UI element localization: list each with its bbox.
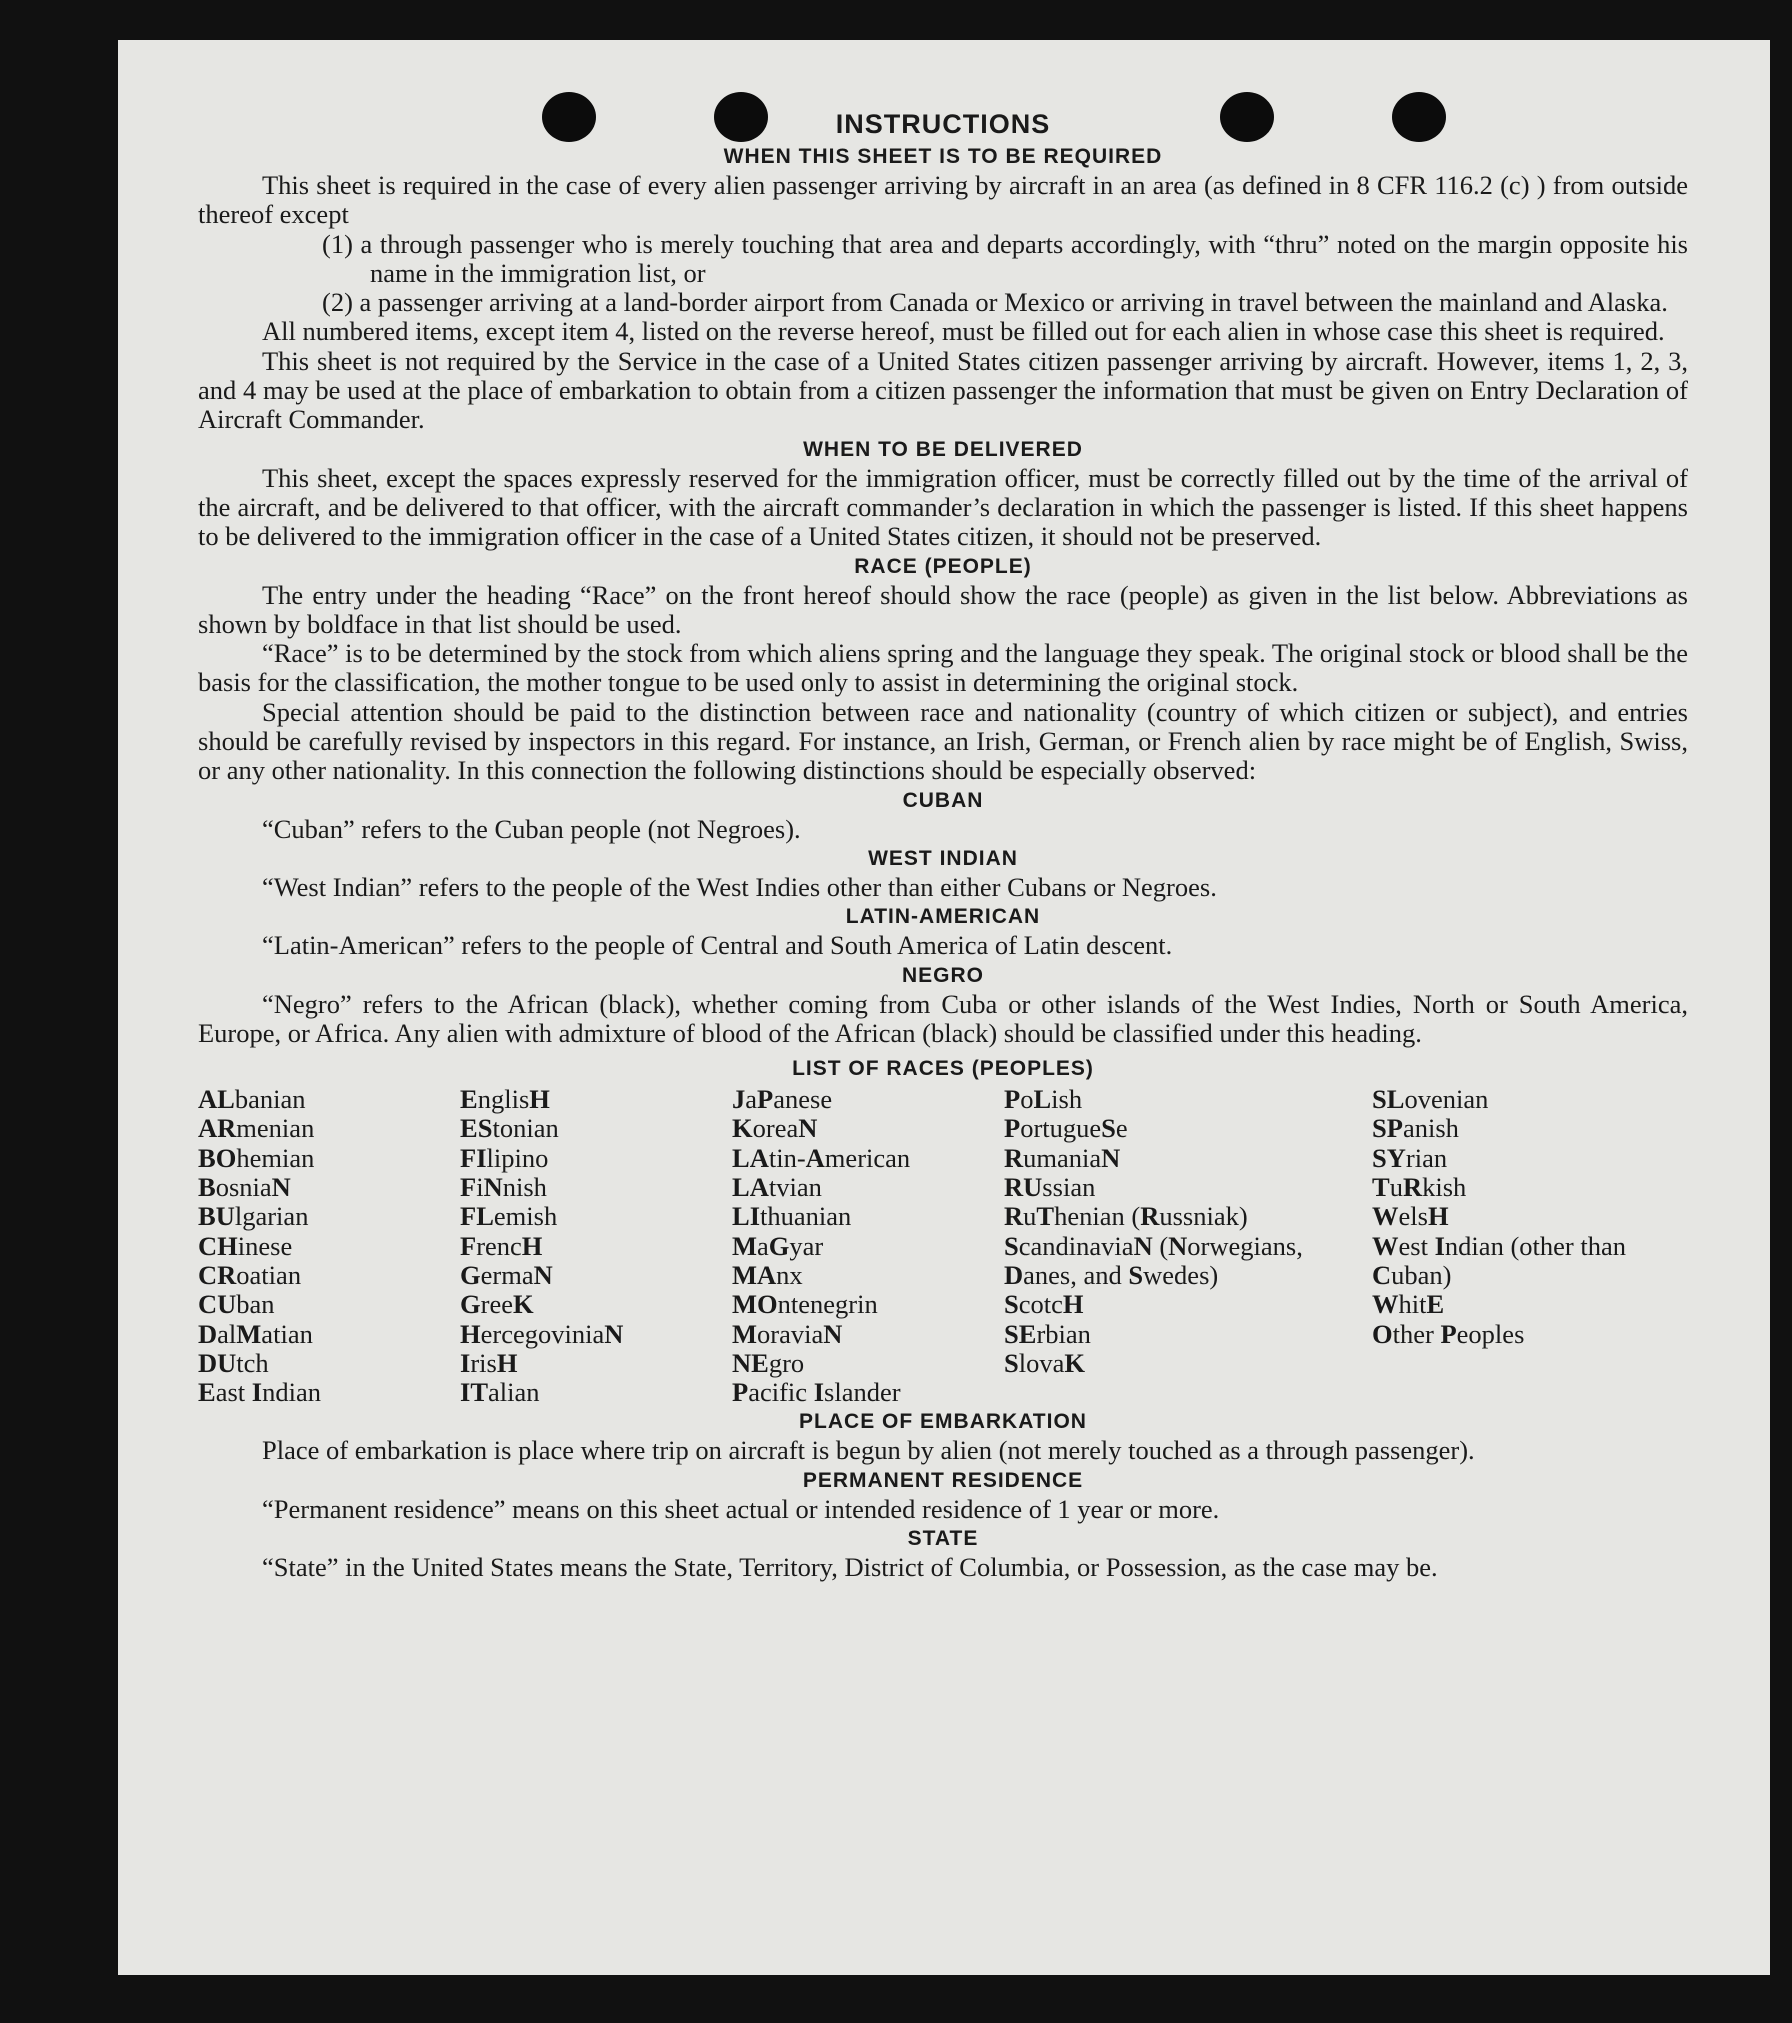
race-entry: BOhemian	[198, 1142, 315, 1173]
race-entry: NEgro	[732, 1347, 805, 1378]
race-entry: SLovenian	[1372, 1084, 1489, 1115]
race-entry: JaPanese	[732, 1084, 833, 1115]
race-entry: SPanish	[1372, 1113, 1459, 1144]
race-entry: GreeK	[460, 1289, 534, 1320]
race-entry: WelsH	[1372, 1201, 1449, 1232]
heading-embarkation: PLACE OF EMBARKATION	[799, 1410, 1087, 1434]
race-entry: CHinese	[198, 1230, 293, 1261]
race-entry: TuRkish	[1372, 1172, 1467, 1203]
heading-list-of-races: LIST OF RACES (PEOPLES)	[792, 1057, 1094, 1081]
race-entry: Pacific Islander	[732, 1377, 901, 1408]
definition: Place of embarkation is place where trip on aircraft is begun by alien (not merely touched as a through passenger).	[262, 1435, 1475, 1466]
page-title: INSTRUCTIONS	[835, 109, 1051, 139]
definition: “Permanent residence” means on this sheet actual or intended residence of 1 year or more.	[262, 1493, 1220, 1524]
definition: “Negro” refers to the African (black), whether coming from Cuba or other islands of the West Indies, North or South America, Europe, or Africa. Any alien with admixture of blood of the African (black) should be classified under this heading.	[198, 988, 1688, 1048]
race-entry: ALbanian	[198, 1084, 306, 1115]
race-entry: LAtin-American	[732, 1142, 911, 1173]
races-column	[1372, 1085, 1672, 1407]
race-entry: CRoatian	[198, 1259, 302, 1290]
races-list	[198, 1085, 1698, 1407]
race-entry: Other Peoples	[1372, 1318, 1525, 1349]
race-entry: LAtvian	[732, 1172, 822, 1203]
race-entry: RUssian	[1004, 1172, 1096, 1203]
race-entry: BosniaN	[198, 1172, 291, 1203]
heading-cuban: CUBAN	[902, 788, 984, 812]
paragraph: All numbered items, except item 4, listed on the reverse hereof, must be filled out for each alien in whose case this sheet is required.	[262, 316, 1665, 347]
paragraph: This sheet is required in the case of every alien passenger arriving by aircraft in an area (as defined in 8 CFR 116.2 (c) ) from outside thereof except	[198, 170, 1688, 230]
paragraph: This sheet, except the spaces expressly reserved for the immigration officer, must be correctly filled out by the time of the arrival of the aircraft, and be delivered to that officer, with the aircraft commander’s declaration in which the passenger is listed. If this sheet happens to be delivered to the immigration officer in the case of a United States citizen, it should not be preserved.	[198, 462, 1688, 552]
exception-item: (1) a through passenger who is merely touching that area and departs accordingly, with “thru” noted on the margin opposite his name in the immigration list, or	[322, 228, 1688, 288]
race-entry: MAnx	[732, 1259, 803, 1290]
races-column	[732, 1085, 1004, 1407]
paragraph: This sheet is not required by the Service in the case of a United States citizen passenger arriving by aircraft. However, items 1, 2, 3, and 4 may be used at the place of embarkation to obtain from a citizen passenger the information that must be given on Entry Declaration of Aircraft Commander.	[198, 345, 1688, 435]
race-entry: ScandinaviaN (Norwegians, Danes, and Swedes)	[1004, 1230, 1303, 1290]
race-entry: MaGyar	[732, 1230, 824, 1261]
race-entry: SErbian	[1004, 1318, 1091, 1349]
races-column	[1004, 1085, 1372, 1407]
heading-west-indian: WEST INDIAN	[868, 846, 1018, 870]
heading-latin-american: LATIN-AMERICAN	[845, 905, 1041, 929]
race-entry: MOntenegrin	[732, 1289, 878, 1320]
race-entry: IrisH	[460, 1347, 518, 1378]
race-entry: CUban	[198, 1289, 275, 1320]
race-entry: GermaN	[460, 1259, 553, 1290]
race-entry: KoreaN	[732, 1113, 818, 1144]
heading-residence: PERMANENT RESIDENCE	[802, 1468, 1084, 1492]
race-entry: DalMatian	[198, 1318, 313, 1349]
race-entry: ARmenian	[198, 1113, 315, 1144]
race-entry: FIlipino	[460, 1142, 549, 1173]
races-column	[460, 1085, 732, 1407]
race-entry: ScotcH	[1004, 1289, 1084, 1320]
heading-delivered: WHEN TO BE DELIVERED	[803, 437, 1083, 461]
race-entry: ITalian	[460, 1377, 540, 1408]
race-entry: FiNnish	[460, 1172, 547, 1203]
race-entry: SlovaK	[1004, 1347, 1086, 1378]
definition: “Cuban” refers to the Cuban people (not Negroes).	[262, 813, 801, 844]
race-entry: PortugueSe	[1004, 1113, 1128, 1144]
heading-negro: NEGRO	[901, 963, 984, 987]
heading-state: STATE	[907, 1526, 979, 1550]
exception-item: (2) a passenger arriving at a land-border airport from Canada or Mexico or arriving in travel between the mainland and Alaska.	[322, 287, 1668, 318]
paragraph: The entry under the heading “Race” on the front hereof should show the race (people) as given in the list below. Abbreviations as shown by boldface in that list should be used.	[198, 579, 1688, 639]
definition: “State” in the United States means the State, Territory, District of Columbia, or Possession, as the case may be.	[262, 1551, 1438, 1582]
instructions-content	[198, 106, 1770, 1582]
race-entry: BUlgarian	[198, 1201, 309, 1232]
race-entry: HercegoviniaN	[460, 1318, 624, 1349]
heading-required: WHEN THIS SHEET IS TO BE REQUIRED	[723, 145, 1163, 168]
definition: “Latin-American” refers to the people of Central and South America of Latin descent.	[262, 930, 1173, 961]
heading-race: RACE (PEOPLE)	[854, 554, 1032, 578]
race-entry: LIthuanian	[732, 1201, 852, 1232]
race-entry: FLemish	[460, 1201, 558, 1232]
race-entry: PoLish	[1004, 1084, 1083, 1115]
paragraph: Special attention should be paid to the distinction between race and nationality (country of which citizen or subject), and entries should be carefully revised by inspectors in this regard. For instance, an Irish, German, or French alien by race might be of English, Swiss, or any other nationality. In this connection the following distinctions should be especially observed:	[198, 696, 1688, 786]
paragraph: “Race” is to be determined by the stock from which aliens spring and the language they speak. The original stock or blood shall be the basis for the classification, the mother tongue to be used only to assist in determining the original stock.	[198, 638, 1688, 698]
race-entry: West Indian (other than Cuban)	[1372, 1230, 1626, 1290]
race-entry: RumaniaN	[1004, 1142, 1121, 1173]
document-sheet	[118, 40, 1770, 1975]
race-entry: FrencH	[460, 1230, 543, 1261]
race-entry: SYrian	[1372, 1142, 1448, 1173]
race-entry: EStonian	[460, 1113, 559, 1144]
definition: “West Indian” refers to the people of the West Indies other than either Cubans or Negroes.	[262, 871, 1217, 902]
races-column	[198, 1085, 460, 1407]
race-entry: DUtch	[198, 1347, 269, 1378]
race-entry: RuThenian (Russniak)	[1004, 1201, 1248, 1232]
race-entry: MoraviaN	[732, 1318, 843, 1349]
race-entry: EnglisH	[460, 1084, 550, 1115]
race-entry: East Indian	[198, 1377, 321, 1408]
race-entry: WhitE	[1372, 1289, 1445, 1320]
